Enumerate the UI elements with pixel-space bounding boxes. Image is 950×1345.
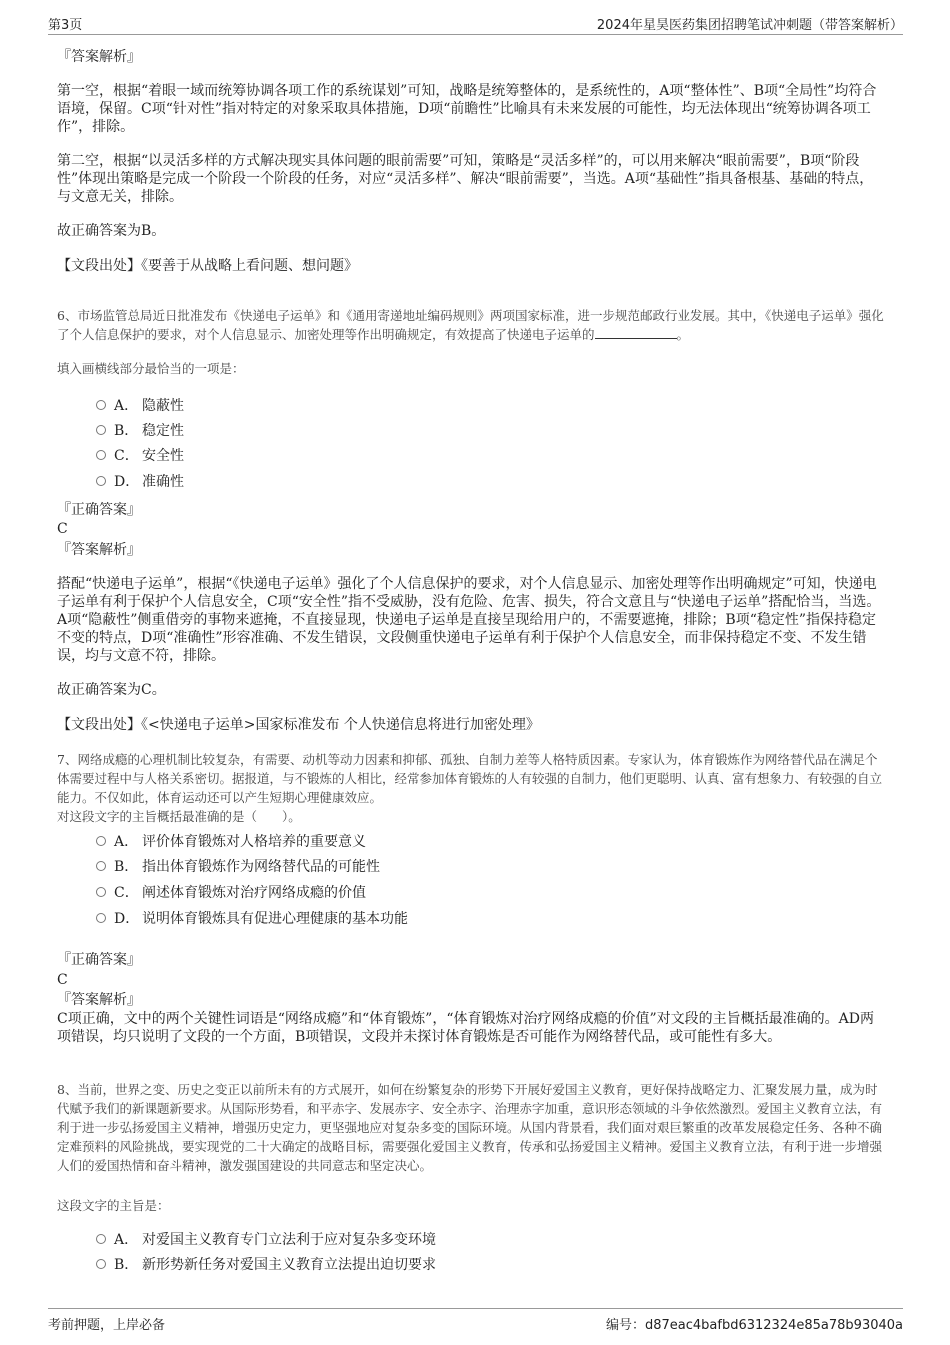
radio-icon[interactable] xyxy=(96,425,106,435)
q7-analysis: C项正确，文中的两个关键性词语是“网络成瘾”和“体育锻炼”，“体育锻炼对治疗网络成瘾的价值”对文段的主旨概括最准确的。AD两项错误，均只说明了文段的一个方面，B项错误，文段并未探讨体育锻炼是否可能作为网络替代品，或可能性有多大。 xyxy=(57,1011,874,1045)
q7-correct-label: 『正确答案』 xyxy=(57,952,141,968)
q6-stem: 6、市场监管总局近日批准发布《快递电子运单》和《通用寄递地址编码规则》两项国家标准，进一步规范邮政行业发展。其中，《快递电子运单》强化了个人信息保护的要求，对个人信息显示、加密处理等作出明确规定，有效提高了快递电子运单的 。 xyxy=(57,308,884,342)
q7-option-a[interactable]: A． 评价体育锻炼对人格培养的重要意义 xyxy=(96,833,366,851)
radio-icon[interactable] xyxy=(96,913,106,923)
q6-source: 【文段出处】《<快递电子运单>国家标准发布 个人快递信息将进行加密处理》 xyxy=(57,717,540,733)
q7-correct-answer: C xyxy=(57,972,68,988)
page-number: 第3页 xyxy=(48,18,83,33)
q7-option-d[interactable]: D． 说明体育锻炼具有促进心理健康的基本功能 xyxy=(96,910,408,928)
q5-source: 【文段出处】《要善于从战略上看问题、想问题》 xyxy=(57,258,358,274)
q6-conclusion: 故正确答案为C。 xyxy=(57,682,166,698)
radio-icon[interactable] xyxy=(96,887,106,897)
radio-icon[interactable] xyxy=(96,1259,106,1269)
q8-prompt: 这段文字的主旨是： xyxy=(57,1198,170,1213)
page-header xyxy=(48,14,903,35)
q5-analysis-para1: 第一空，根据“着眼一域而统筹协调各项工作的系统谋划”可知，战略是统筹整体的，是系统性的，A项“整体性”、B项“全局性”均符合语境，保留。C项“针对性”指对特定的对象采取具体措施，D项“前瞻性”比喻具有未来发展的可能性，均无法体现出“统筹协调各项工作”，排除。 xyxy=(57,83,877,135)
radio-icon[interactable] xyxy=(96,476,106,486)
radio-icon[interactable] xyxy=(96,450,106,460)
page-footer xyxy=(48,1308,903,1333)
q5-analysis-label: 『答案解析』 xyxy=(57,49,141,65)
q7-option-b[interactable]: B． 指出体育锻炼作为网络替代品的可能性 xyxy=(96,858,380,876)
footer-slogan: 考前押题，上岸必备 xyxy=(48,1318,166,1333)
q6-prompt: 填入画横线部分最恰当的一项是： xyxy=(57,361,245,376)
q8-stem: 8、当前，世界之变、历史之变正以前所未有的方式展开，如何在纷繁复杂的形势下开展好爱国主义教育，更好保持战略定力、汇聚发展力量，成为时代赋予我们的新课题新要求。从国际形势看，和平赤字、发展赤字、安全赤字、治理赤字加重，意识形态领域的斗争依然激烈。爱国主义教育立法，有利于进一步弘扬爱国主义精神，增强历史定力，更坚强地应对复杂多变的国际环境。从国内背景看，我们面对艰巨繁重的改革发展稳定任务、各种不确定难预料的风险挑战，要实现党的二十大确定的战略目标，需要强化爱国主义教育，传承和弘扬爱国主义精神。爱国主义教育立法，有利于进一步增强人们的爱国热情和奋斗精神，激发强国建设的共同意志和坚定决心。 xyxy=(57,1082,883,1173)
fill-blank xyxy=(595,326,677,339)
radio-icon[interactable] xyxy=(96,861,106,871)
q5-conclusion: 故正确答案为B。 xyxy=(57,223,166,239)
q7-stem: 7、网络成瘾的心理机制比较复杂，有需要、动机等动力因素和抑郁、孤独、自制力差等人格特质因素。专家认为，体育锻炼作为网络替代品在满足个体需要过程中与人格关系密切。据报道，与不锻炼的人相比，经常参加体育锻炼的人有较强的自制力，他们更聪明、认真、富有想象力、有较强的自立能力。不仅如此，体育运动还可以产生短期心理健康效应。 xyxy=(57,752,883,805)
q6-correct-answer: C xyxy=(57,521,68,537)
q6-analysis: 搭配“快递电子运单”，根据“《快递电子运单》强化了个人信息保护的要求，对个人信息显示、加密处理等作出明确规定”可知，快递电子运单有利于保护个人信息安全，C项“安全性”指不受威胁，没有危险、危害、损失，符合文意且与“快递电子运单”搭配恰当，当选。A项“隐蔽性”侧重借旁的事物来遮掩，不直接显现，快递电子运单是直接呈现给用户的，不需要遮掩，排除；B项“稳定性”指保持稳定不变的特点，D项“准确性”形容准确、不发生错误，文段侧重快递电子运单有利于保护个人信息安全，而非保持稳定不变、不发生错误，均与文意不符，排除。 xyxy=(57,576,881,664)
q6-option-d[interactable]: D． 准确性 xyxy=(96,473,184,491)
q5-analysis-para2: 第二空，根据“以灵活多样的方式解决现实具体问题的眼前需要”可知，策略是“灵活多样”的，可以用来解决“眼前需要”，B项“阶段性”体现出策略是完成一个阶段一个阶段的任务，对应“灵活多样”、解决“眼前需要”，当选。A项“基础性”指具备根基、基础的特点，与文意无关，排除。 xyxy=(57,153,874,205)
q7-option-c[interactable]: C． 阐述体育锻炼对治疗网络成瘾的价值 xyxy=(96,884,366,902)
radio-icon[interactable] xyxy=(96,400,106,410)
q8-option-b[interactable]: B． 新形势新任务对爱国主义教育立法提出迫切要求 xyxy=(96,1256,436,1274)
q7-analysis-label: 『答案解析』 xyxy=(57,992,141,1008)
q8-option-a[interactable]: A． 对爱国主义教育专门立法利于应对复杂多变环境 xyxy=(96,1231,436,1249)
q6-option-b[interactable]: B． 稳定性 xyxy=(96,422,184,440)
q6-option-c[interactable]: C． 安全性 xyxy=(96,447,184,465)
q7-prompt: 对这段文字的主旨概括最准确的是（ ）。 xyxy=(57,809,301,824)
q6-option-a[interactable]: A． 隐蔽性 xyxy=(96,397,184,415)
document-title: 2024年星昊医药集团招聘笔试冲刺题（带答案解析） xyxy=(596,18,903,33)
radio-icon[interactable] xyxy=(96,1234,106,1244)
document-code: 编号：d87eac4bafbd6312324e85a78b93040a xyxy=(605,1318,903,1333)
q6-correct-label: 『正确答案』 xyxy=(57,502,141,518)
radio-icon[interactable] xyxy=(96,836,106,846)
q6-analysis-label: 『答案解析』 xyxy=(57,542,141,558)
